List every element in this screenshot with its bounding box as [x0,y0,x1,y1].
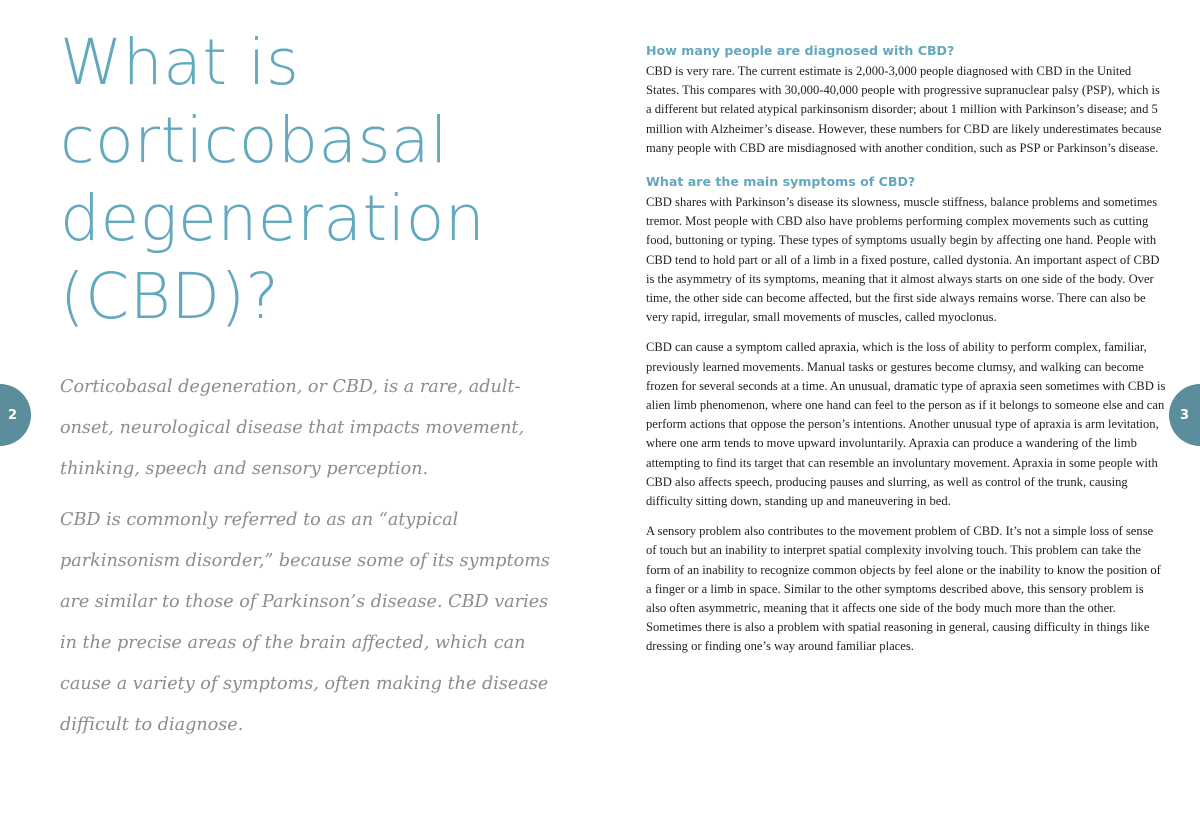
section-heading-diagnosed: How many people are diagnosed with CBD? [646,43,955,58]
page-number-left [0,384,31,446]
right-page [646,42,1166,668]
section-paragraph-symptoms-1: CBD shares with Parkinson’s disease its slowness, muscle stiffness, balance problems and sometimes tremor. Most people with CBD also have problems performing complex movements such as cutting food, buttoning or typing. These types of symptoms usually begin by affecting one hand. People with CBD tend to hold part or all of a limb in a fixed posture, called dystonia. An important aspect of CBD is the asymmetry of its symptoms, meaning that it almost always starts on one side of the body. Over time, the other side can become affected, but the first side always remains worse. There can also be very rapid, irregular, small movements of muscles, called myoclonus. [646,195,1160,325]
intro-text [60,367,570,756]
section-paragraph-diagnosed: CBD is very rare. The current estimate is 2,000-3,000 people diagnosed with CBD in the United States. This compares with 30,000-40,000 people with progressive supranuclear palsy (PSP), which is a different but related atypical parkinsonism disorder; about 1 million with Parkinson’s disease; and 5 million with Alzheimer’s disease. However, these numbers for CBD are likely underestimates because many people with CBD are misdiagnosed with another condition, such as PSP or Parkinson’s disease. [646,64,1162,155]
page-number-right [1169,384,1200,446]
section-heading-symptoms: What are the main symptoms of CBD? [646,174,916,190]
intro-paragraph-1: Corticobasal degeneration, or CBD, is a rare, adult-onset, neurological disease that impacts movement, thinking, speech and sensory perception. [60,377,525,479]
intro-paragraph-2: CBD is commonly referred to as an “atypical parkinsonism disorder,” because some of its symptoms are similar to those of Parkinson’s disease. CBD varies in the precise areas of the brain affected, which can cause a variety of symptoms, often making the disease difficult to diagnose. [60,510,550,735]
section-paragraph-symptoms-2: CBD can cause a symptom called apraxia, which is the loss of ability to perform complex, familiar, previously learned movements. Manual tasks or gestures become clumsy, and walking can become frozen for several seconds at a time. An unusual, dramatic type of apraxia seen sometimes with CBD is alien limb phenomenon, where one hand can feel to the person as if it belongs to someone else and can perform actions that oppose the person’s intentions. Another unusual type of apraxia is arm levitation, where one arm tends to move upward involuntarily. Apraxia can produce a wandering of the limb attempting to find its target that can resemble an involuntary movement. Apraxia in some people with CBD also affects speech, producing pauses and slurring, as well as control of the trunk, causing difficulty sitting down, standing up and maneuvering in bed. [646,340,1166,509]
page-number-right-label: 3 [1180,407,1190,423]
page-number-left-label: 2 [7,407,17,423]
section-paragraph-symptoms-3: A sensory problem also contributes to the movement problem of CBD. It’s not a simple loss of sense of touch but an inability to interpret spatial complexity involving touch. This problem can take the form of an inability to recognize common objects by feel alone or the inability to know the position of a finger or a limb in space. Similar to the other symptoms described above, this sensory problem is also often asymmetric, meaning that it affects one side of the body much more than the other. Sometimes there is also a problem with spatial reasoning in general, causing difficulty in things like dressing or finding one’s way around familiar places. [646,524,1161,654]
left-page [60,24,580,336]
page-title: What is corticobasal degeneration (CBD)? [60,26,486,333]
